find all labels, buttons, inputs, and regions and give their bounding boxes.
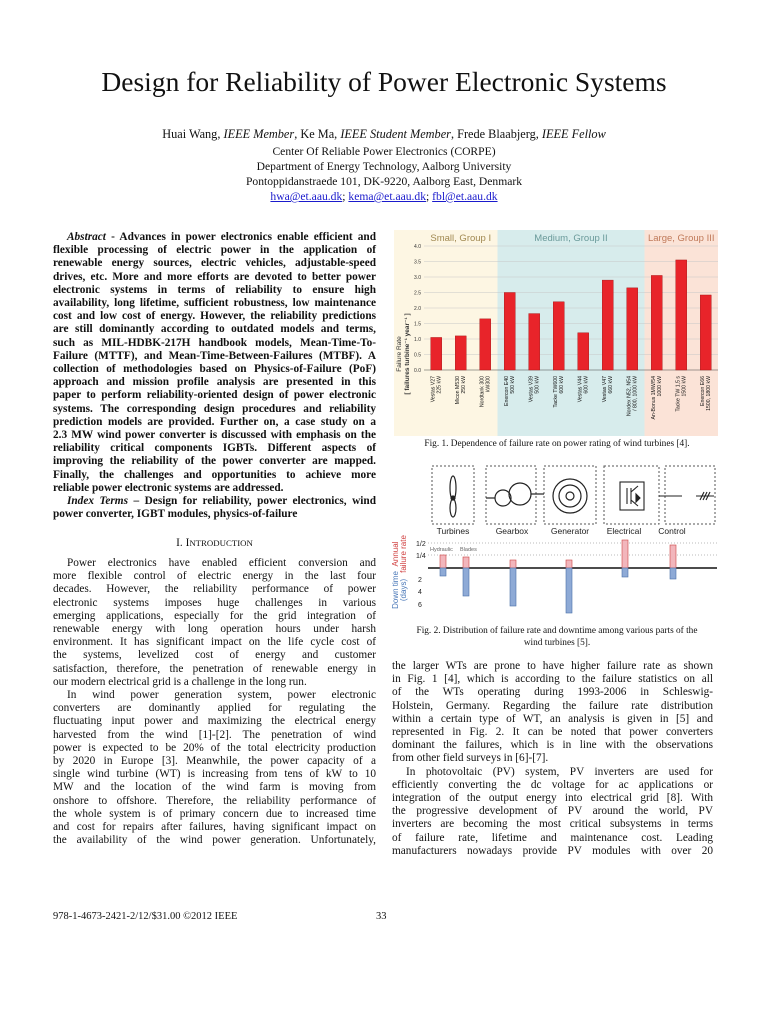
text-line: systems. The corresponding design procedures and reliability bbox=[53, 402, 376, 415]
y-tick-label: 0.5 bbox=[414, 352, 421, 359]
text-line: paper to perform reliability-oriented design of power electronic bbox=[53, 389, 376, 402]
author-name: Ke Ma bbox=[300, 127, 335, 141]
text-line: of the WTs operating during 1993-2006 in Schleswig- bbox=[392, 686, 713, 699]
text-line: in Fig. 1 [4], which is according to the failure statistics on all bbox=[392, 673, 713, 686]
text-line: the availability of the wind power generation. Unfortunately, bbox=[53, 834, 376, 847]
bar bbox=[700, 295, 711, 370]
figure-2-diagram bbox=[392, 458, 722, 620]
text-line: onshore to offshore. Therefore, the reliability performance of bbox=[53, 794, 376, 807]
failure-bar-electrical bbox=[622, 540, 628, 568]
x-tick-label: kW300 bbox=[485, 376, 492, 393]
author-line: Huai Wang, IEEE Member, Ke Ma, IEEE Student Member, Frede Blaabjerg, IEEE Fellow bbox=[162, 127, 606, 141]
x-tick-label: Vestas V47 bbox=[601, 376, 608, 403]
x-tick-label: Nordex N52, N54 bbox=[626, 376, 633, 417]
y-tick-label: 2.5 bbox=[414, 290, 421, 297]
text-line: MW and the location of the wind farm is moving from bbox=[53, 781, 376, 794]
x-tick-label: 600 kW bbox=[558, 376, 565, 394]
bar bbox=[455, 336, 466, 370]
text-line: cost and low cost of energy. However, the reliability predictions bbox=[53, 310, 376, 323]
page-number: 33 bbox=[376, 911, 387, 922]
sub-label: Hydraulic bbox=[430, 547, 453, 553]
y-tick-label: 1.5 bbox=[414, 321, 421, 328]
component-label: Electrical bbox=[606, 526, 642, 536]
x-tick-label: 500 kW bbox=[509, 376, 516, 394]
affiliation-line: Pontoppidanstraede 101, DK-9220, Aalborg East, Denmark bbox=[245, 175, 523, 188]
downtime-bar-gearbox bbox=[510, 568, 516, 606]
text-line: improving the reliability of the power converter are mapped. bbox=[53, 455, 376, 468]
failure-bar-gearbox bbox=[510, 560, 516, 568]
author-role: IEEE Member bbox=[223, 127, 295, 141]
email-link[interactable]: fbl@et.aau.dk bbox=[432, 190, 498, 203]
x-tick-label: Micon M530 bbox=[454, 376, 461, 405]
downtime-bar-hydraulic bbox=[440, 568, 446, 576]
text-line: inverters are becoming the most critical subsystems in terms bbox=[392, 818, 713, 831]
text-line: In photovoltaic (PV) system, PV inverters are used for bbox=[406, 765, 713, 778]
downtime-bar-generator bbox=[566, 568, 572, 613]
component-label: Generator bbox=[550, 526, 590, 536]
downtime-bar-control bbox=[670, 568, 676, 579]
author-role: IEEE Student Member bbox=[340, 127, 451, 141]
text-line: electronic systems imposes huge challenges in various bbox=[53, 596, 376, 609]
grid-connection-icon bbox=[659, 492, 714, 500]
gearbox-icon bbox=[486, 483, 544, 506]
text-line: availability, long lifetime, sufficient robustness, low maintenance bbox=[53, 297, 376, 310]
bar bbox=[431, 337, 442, 370]
tick-label: 1/4 bbox=[416, 553, 426, 560]
y-tick-label: 3.5 bbox=[414, 259, 421, 266]
text-line: Holstein, Germany. Regarding the failure rate distribution bbox=[392, 699, 713, 712]
text-line: environment. It has significant impact on the life cycle cost of bbox=[53, 636, 376, 649]
x-tick-label: Tacke TW600 bbox=[552, 376, 559, 408]
y-tick-label: 3.0 bbox=[414, 275, 421, 281]
bar bbox=[529, 314, 540, 370]
text-line: our modern electrical grid is a challenge in the long run. bbox=[53, 675, 307, 688]
author-role: IEEE Fellow bbox=[541, 127, 606, 141]
y-tick-label: 2.0 bbox=[414, 306, 421, 312]
text-line: of failure rate, lifetime and maintenance cost. Leading bbox=[392, 831, 713, 844]
bar bbox=[480, 319, 491, 370]
component-label: Control bbox=[658, 526, 686, 536]
text-line: 2.3 MW wind power converter is discussed with emphasis on the bbox=[53, 429, 376, 442]
email-link[interactable]: hwa@et.aau.dk bbox=[270, 190, 343, 203]
text-line: are still dominantly according to outdated models and terms, bbox=[53, 323, 376, 336]
text-line: In wind power generation system, power electronic bbox=[67, 689, 376, 702]
y-tick-label: 0.0 bbox=[414, 368, 421, 374]
tick-label: 6 bbox=[418, 602, 422, 609]
failure-rate-label: failure rate bbox=[399, 535, 408, 573]
bar bbox=[602, 280, 613, 370]
affiliation-line: Center Of Reliable Power Electronics (CORPE) bbox=[272, 145, 496, 158]
text-line: reliable power electronic systems are addressed. bbox=[53, 481, 284, 494]
days-label: (days) bbox=[399, 578, 408, 602]
text-line: more flexible control of electric energy in the last four bbox=[53, 570, 376, 583]
text-line: Power electronics have enabled efficient conversion and bbox=[67, 557, 376, 569]
y-tick-label: 4.0 bbox=[414, 244, 421, 250]
abstract bbox=[53, 231, 376, 495]
text-line: the systems, levelized cost of energy and customer bbox=[53, 649, 376, 662]
figure-1-caption: Fig. 1. Dependence of failure rate on power rating of wind turbines [4]. bbox=[424, 439, 690, 449]
text-line: drives, etc. More and more efforts are devoted to better power bbox=[53, 270, 376, 283]
figure-2-caption bbox=[392, 625, 722, 649]
index-terms bbox=[53, 495, 376, 521]
text-line: Finally, the challenges and opportunities to achieve more bbox=[53, 468, 376, 481]
failure-bar-generator bbox=[566, 560, 572, 568]
text-line: the whole system is of primary concern due to increased time bbox=[53, 807, 376, 820]
section-heading-initial: I bbox=[176, 537, 180, 549]
text-line: renewable energy with long operation hours under harsh bbox=[53, 623, 376, 636]
x-tick-label: Vestas V44 bbox=[577, 376, 584, 403]
footer-isbn: 978-1-4673-2421-2/12/$31.00 ©2012 IEEE bbox=[53, 911, 238, 922]
failure-bar-blades bbox=[463, 557, 469, 568]
x-tick-label: 660 kW bbox=[607, 376, 614, 394]
x-tick-label: Vestas V39 bbox=[528, 376, 535, 403]
text-line: by 2020 in Europe [3]. Meanwhile, the power capacity of a bbox=[53, 755, 376, 768]
bar bbox=[504, 293, 515, 371]
index-terms-label: Index Terms bbox=[67, 495, 134, 507]
text-line: efficiently converting the dc voltage for ac applications or bbox=[392, 778, 713, 791]
paper-title: Design for Reliability of Power Electronic Systems bbox=[101, 66, 667, 97]
tick-label: 1/2 bbox=[416, 541, 426, 548]
x-tick-label: 1000 kW bbox=[656, 376, 663, 397]
text-line: integration of the output energy into electrical grid [8]. With bbox=[392, 792, 713, 805]
bar bbox=[578, 333, 589, 370]
x-tick-label: 1500, 1800 kW bbox=[705, 376, 712, 411]
text-line: manufacturers nowadays provide PV modules with over 20 bbox=[392, 844, 713, 857]
x-tick-label: 1500 kW bbox=[681, 376, 688, 397]
text-line: converters are dominantly applied for regulating the bbox=[53, 702, 376, 715]
generator-box bbox=[544, 466, 596, 524]
x-tick-label: Vestas V27 bbox=[430, 376, 437, 403]
text-line: and cost for repairs after failures, having significant impact on bbox=[53, 821, 376, 834]
tick-label: 4 bbox=[418, 589, 422, 596]
section-heading: I. INTRODUCTION bbox=[176, 537, 253, 549]
tick-label: 2 bbox=[418, 577, 422, 584]
text-line: power converter, IGBT modules, physics-of-failure bbox=[53, 508, 298, 521]
text-line: fluctuating input power and maximizing the electrical energy bbox=[53, 715, 376, 728]
author-name: Frede Blaabjerg bbox=[457, 127, 536, 141]
bar bbox=[651, 275, 662, 370]
text-line: power is expected to be 20% of the total electricity production bbox=[53, 741, 376, 754]
group-2-label: Medium, Group II bbox=[534, 233, 608, 244]
group-2-background bbox=[498, 230, 645, 436]
figure-1-chart bbox=[392, 226, 722, 436]
x-tick-label: 500 kW bbox=[534, 376, 541, 394]
text-line: Failure (MTTF), and Mean-Time-Between-Failures (MTBF). A bbox=[53, 349, 376, 362]
x-tick-label: / 800, 1000 kW bbox=[632, 376, 639, 411]
caption-line: Fig. 2. Distribution of failure rate and downtime among various parts of the bbox=[416, 626, 698, 636]
text-line: decades. However, the reliability performance of power bbox=[53, 583, 376, 596]
affiliation-line: Department of Energy Technology, Aalborg University bbox=[256, 160, 512, 173]
text-line: harvested from the wind [1]-[2]. The penetration of wind bbox=[53, 728, 376, 741]
text-line: single wind turbine (WT) is increasing from tens of kW to 10 bbox=[53, 768, 376, 781]
bar bbox=[627, 288, 638, 370]
section-heading-rest: NTRODUCTION bbox=[189, 538, 253, 548]
y-axis-units: [ failures turbine⁻¹ year⁻¹ ] bbox=[404, 313, 411, 395]
text-line: the larger WTs are prone to have higher failure rate as shown bbox=[392, 660, 713, 672]
right-column-body bbox=[392, 660, 713, 858]
igbt-icon bbox=[620, 482, 644, 510]
email-link[interactable]: kema@et.aau.dk bbox=[348, 190, 427, 203]
text-line: represented in Fig. 2. It can be noted that power converters bbox=[392, 726, 713, 739]
abstract-label: Abstract bbox=[67, 231, 112, 243]
group-3-label: Large, Group III bbox=[647, 233, 715, 244]
group-1-label: Small, Group I bbox=[430, 233, 492, 244]
x-tick-label: 225 kW bbox=[436, 376, 443, 394]
text-line: reliability critical components IGBTs. Different aspects of bbox=[53, 442, 376, 455]
control-box bbox=[665, 466, 715, 524]
x-tick-label: An-Bonus 1MW/54 bbox=[650, 376, 657, 420]
downtime-bar-electrical bbox=[622, 568, 628, 577]
x-tick-label: 600 kW bbox=[583, 376, 590, 394]
turbine-box bbox=[432, 466, 474, 524]
text-line: prediction models are provided. Further on, a case study on a bbox=[53, 415, 376, 428]
text-line: Index Terms – Design for reliability, power electronics, wind bbox=[67, 495, 376, 507]
text-line: within a certain type of WT, an analysis is given in [5] and bbox=[392, 712, 713, 725]
text-line: such as MIL-HDBK-217H handbook models, Mean-Time-To- bbox=[53, 336, 376, 349]
text-line: the progressive development of PV around the world, PV bbox=[392, 805, 713, 818]
text-line: collection of methodologies based on Physics-of-Failure (PoF) bbox=[53, 363, 376, 376]
section-1-body bbox=[53, 557, 376, 847]
component-label: Turbines bbox=[436, 526, 470, 536]
sub-label: Blades bbox=[460, 547, 477, 553]
turbine-icon bbox=[450, 476, 456, 517]
generator-icon bbox=[553, 479, 587, 513]
x-tick-label: Nordtank 300 bbox=[479, 376, 486, 408]
component-label: Gearbox bbox=[495, 526, 529, 536]
author-name: Huai Wang bbox=[162, 127, 218, 141]
x-tick-label: Tacke TW 1,5 s bbox=[675, 376, 682, 412]
failure-bar-control bbox=[670, 545, 676, 568]
downtime-label: Down time bbox=[391, 571, 400, 609]
y-axis-label: Failure Rate bbox=[396, 336, 403, 372]
text-line: approach and mission profile analysis are presented in this bbox=[53, 376, 376, 389]
chart-y-ticks bbox=[414, 244, 421, 374]
section-heading-first-letter: I bbox=[185, 537, 190, 549]
text-line: renewable energy sources, electric vehicles, adjustable-speed bbox=[53, 257, 376, 270]
failure-bar-hydraulic bbox=[440, 555, 446, 568]
text-line: dominant the failures, which is in line with the observations bbox=[392, 739, 713, 752]
text-line: electronic systems in terms of reliability to ensure high bbox=[53, 283, 376, 296]
y-tick-label: 1.0 bbox=[414, 337, 421, 343]
text-line: satisfaction, therefore, the penetration of renewable energy in bbox=[53, 662, 376, 675]
text-line: from other field surveys in [6]-[7]. bbox=[392, 752, 549, 765]
downtime-bar-blades bbox=[463, 568, 469, 596]
bar bbox=[676, 260, 687, 370]
text-line: Abstract - Advances in power electronics enable efficient and bbox=[67, 231, 377, 243]
text-line: flexible processing of electric power in the application of bbox=[53, 244, 376, 257]
annual-label: Annual bbox=[391, 541, 400, 567]
email-line: hwa@et.aau.dk; kema@et.aau.dk; fbl@et.aau.dk bbox=[270, 190, 498, 203]
x-tick-label: Enercon E40 bbox=[503, 376, 510, 406]
x-tick-label: 250 kW bbox=[460, 376, 467, 394]
text-line: emerging applications, especially for the grid integration of bbox=[53, 609, 376, 622]
x-tick-label: Enercon E66 bbox=[699, 376, 706, 406]
caption-line: wind turbines [5]. bbox=[523, 638, 591, 648]
bar bbox=[553, 302, 564, 370]
